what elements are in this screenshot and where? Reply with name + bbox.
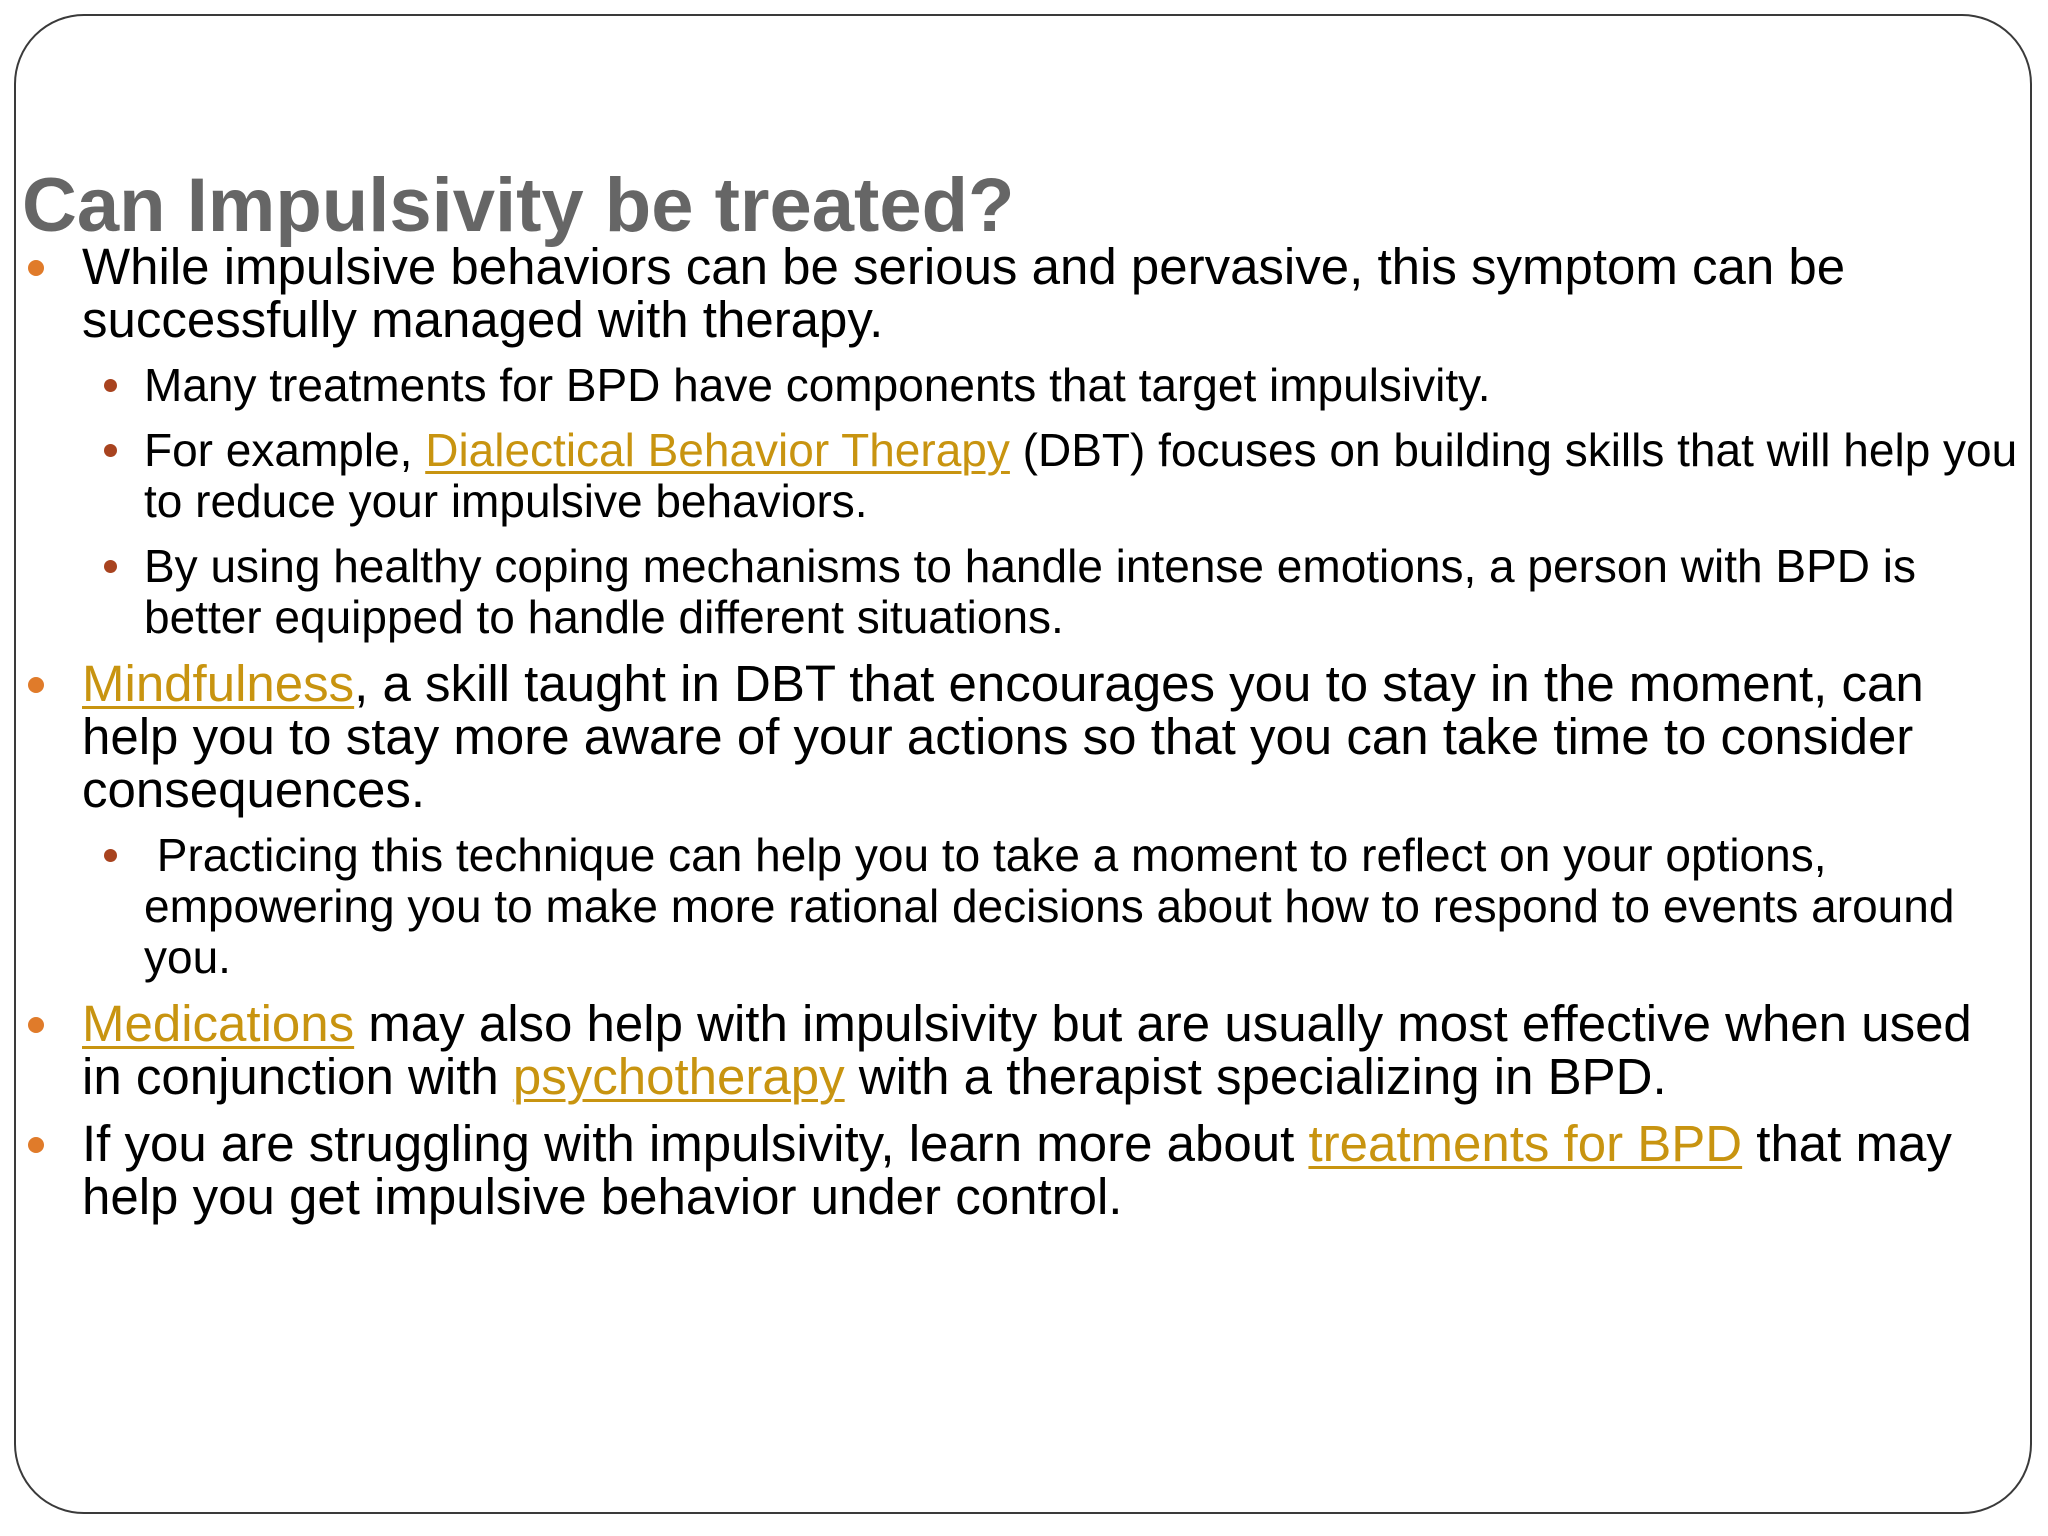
sub-bullet-dot [104, 560, 117, 573]
sub-bullet-text: By using healthy coping mechanisms to handle intense emotions, a person with BPD is better equipped to handle different situations. [144, 540, 1916, 643]
sub-bullet-dot [104, 379, 117, 392]
bullet-text-middle: may also help with impulsivity but are usually most effective when used in conjunction with [82, 995, 1972, 1105]
bullet-dot [28, 260, 44, 276]
bullet-dot [28, 1137, 44, 1153]
bullet-dot [28, 677, 44, 693]
bullet-dot [28, 1017, 44, 1033]
dbt-link[interactable]: Dialectical Behavior Therapy [425, 424, 1010, 476]
sub-bullet-dot [104, 849, 117, 862]
treatments-for-bpd-link[interactable]: treatments for BPD [1308, 1115, 1743, 1172]
sub-bullet-dot [104, 444, 117, 457]
sub-bullet-text: Many treatments for BPD have components that target impulsivity. [144, 359, 1491, 411]
bullet-learn-more [22, 1117, 2022, 1223]
bullet-text: While impulsive behaviors can be serious and pervasive, this symptom can be successfully managed with therapy. [82, 238, 1846, 348]
bullet-medications [22, 997, 2022, 1103]
sub-bullet-practicing-technique [22, 830, 2022, 983]
slide-content [22, 240, 2022, 1237]
bullet-text-after: that may help you get impulsive behavior under control. [82, 1115, 1952, 1225]
sub-bullet-text-after: (DBT) focuses on building skills that will help you to reduce your impulsive behaviors. [144, 424, 2018, 527]
bullet-therapy-management [22, 240, 2022, 346]
sub-bullet-coping-mechanisms [22, 541, 2022, 643]
sub-bullet-text: Practicing this technique can help you to take a moment to reflect on your options, empowering you to make more rational decisions about how to respond to events around you. [144, 829, 1968, 983]
mindfulness-link[interactable]: Mindfulness [82, 655, 355, 712]
bullet-text-after: with a therapist specializing in BPD. [844, 1048, 1667, 1105]
bullet-text-after: , a skill taught in DBT that encourages you to stay in the moment, can help you to stay more aware of your actions so that you can take time to consider consequences. [82, 655, 1924, 818]
sub-bullet-dbt-example [22, 425, 2022, 527]
sub-bullet-bpd-treatments [22, 360, 2022, 411]
bullet-text-before: If you are struggling with impulsivity, learn more about [82, 1115, 1309, 1172]
bullet-mindfulness [22, 657, 2022, 816]
sub-bullet-text-before: For example, [144, 424, 426, 476]
psychotherapy-link[interactable]: psychotherapy [512, 1048, 845, 1105]
medications-link[interactable]: Medications [82, 995, 355, 1052]
slide-title: Can Impulsivity be treated? [22, 163, 1015, 248]
